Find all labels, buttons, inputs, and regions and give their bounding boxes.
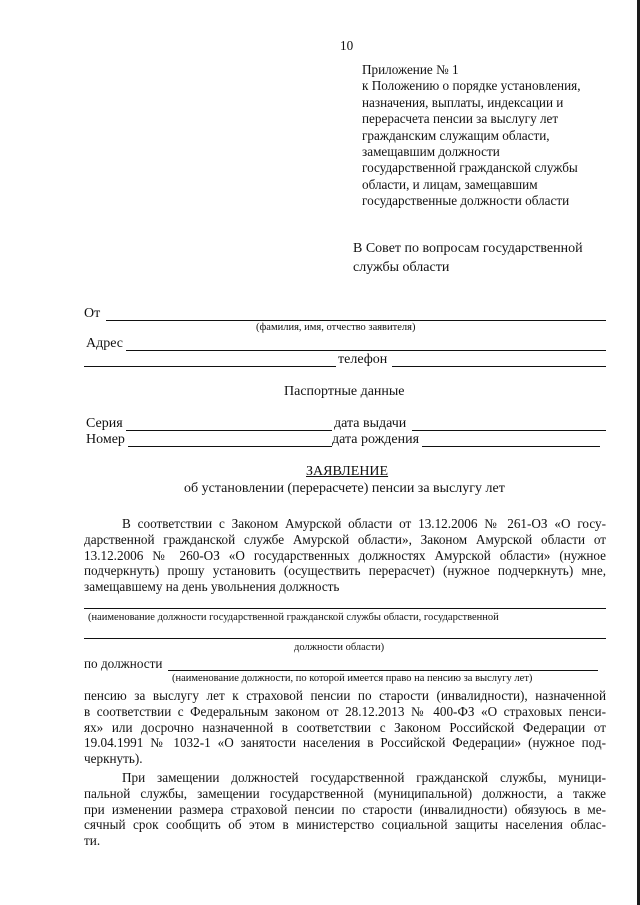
statement-paragraph-3	[84, 770, 606, 849]
series-label: Серия	[86, 416, 123, 431]
statement-title: ЗАЯВЛЕНИЕ	[306, 464, 389, 479]
paragraph-line: В соответствии с Законом Амурской области от 13.12.2006 № 261-ОЗ «О госу-	[122, 516, 606, 531]
paragraph-line: сячный срок сообщить об этом в министерство социальной защиты населения облас-	[84, 817, 606, 833]
position-caption-2: должности области)	[294, 642, 385, 653]
from-field-line[interactable]	[106, 320, 606, 321]
addressee-line: В Совет по вопросам государственной	[353, 241, 583, 256]
appendix-line: назначения, выплаты, индексации и	[362, 94, 564, 110]
position-field-line-2[interactable]	[84, 638, 606, 639]
appendix-line: Приложение № 1	[362, 62, 459, 77]
phone-field-line[interactable]	[392, 366, 606, 367]
page-number: 10	[340, 38, 354, 53]
appendix-line: государственные должности области	[362, 193, 570, 209]
phone-label: телефон	[338, 352, 388, 367]
appendix-block	[362, 62, 581, 210]
paragraph-line: дарственной гражданской службе Амурской области», Законом Амурской области от	[84, 531, 606, 547]
position-caption-1: (наименование должности государственной гражданской службы области, государственной	[88, 612, 499, 623]
paragraph-line: 19.04.1991 № 1032-1 «О занятости населения в Российской Федерации» (нужное под-	[84, 735, 606, 751]
address-field-line-2[interactable]	[84, 366, 336, 367]
appendix-line: перерасчета пенсии за выслугу лет	[362, 111, 559, 127]
paragraph-line: черкнуть).	[84, 751, 143, 767]
statement-paragraph-1	[84, 516, 606, 595]
appendix-line: гражданским служащим области,	[362, 127, 550, 143]
birth-date-field-line[interactable]	[422, 446, 600, 447]
paragraph-line: подчеркнуть) прошу установить (осуществить перерасчет) (нужное подчеркнуть) мне,	[84, 563, 606, 579]
number-label: Номер	[86, 432, 125, 447]
paragraph-line: пенсию за выслугу лет к страховой пенсии по старости (инвалидности), назначенной	[84, 688, 606, 703]
statement-paragraph-2	[84, 688, 606, 767]
paragraph-line: замещавшему на день увольнения должность	[84, 579, 340, 595]
paragraph-line: При замещении должностей государственной гражданской службы, муници-	[122, 770, 606, 785]
from-label: От	[84, 306, 101, 321]
number-field-line[interactable]	[128, 446, 332, 447]
paragraph-line: 13.12.2006 № 260-ОЗ «О государственных должностях Амурской области» (нужное	[84, 547, 606, 563]
addressee-line: службы области	[353, 260, 450, 275]
paragraph-line: пальной службы, замещении государственной (муниципальной) должности, а также	[84, 785, 606, 801]
addressee-block	[353, 239, 583, 277]
issue-date-label: дата выдачи	[334, 416, 407, 431]
by-position-label: по должности	[84, 656, 163, 671]
from-caption: (фамилия, имя, отчество заявителя)	[256, 322, 416, 333]
address-field-line[interactable]	[126, 350, 606, 351]
position-field-line[interactable]	[84, 608, 606, 609]
series-field-line[interactable]	[126, 430, 332, 431]
address-label: Адрес	[86, 336, 124, 351]
appendix-line: замещавшим должности	[362, 144, 500, 160]
paragraph-line: ях» или досрочно назначенной в соответствии с Законом Российской Федерации от	[84, 719, 606, 735]
statement-subtitle: об установлении (перерасчете) пенсии за выслугу лет	[184, 481, 505, 496]
paragraph-line: ти.	[84, 833, 101, 849]
paragraph-line: при изменении размера страховой пенсии по старости (инвалидности) обязуюсь в ме-	[84, 801, 606, 817]
passport-heading: Паспортные данные	[284, 384, 405, 399]
appendix-line: области, и лицам, замещавшим	[362, 176, 538, 192]
appendix-line: к Положению о порядке установления,	[362, 78, 581, 94]
by-position-field-line[interactable]	[168, 670, 598, 671]
appendix-line: государственной гражданской службы	[362, 160, 578, 176]
issue-date-field-line[interactable]	[412, 430, 606, 431]
birth-date-label: дата рождения	[332, 432, 420, 447]
paragraph-line: в соответствии с Федеральным законом от 28.12.2013 № 400-ФЗ «О страховых пенси-	[84, 703, 606, 719]
by-position-caption: (наименование должности, по которой имеется право на пенсию за выслугу лет)	[172, 673, 533, 684]
